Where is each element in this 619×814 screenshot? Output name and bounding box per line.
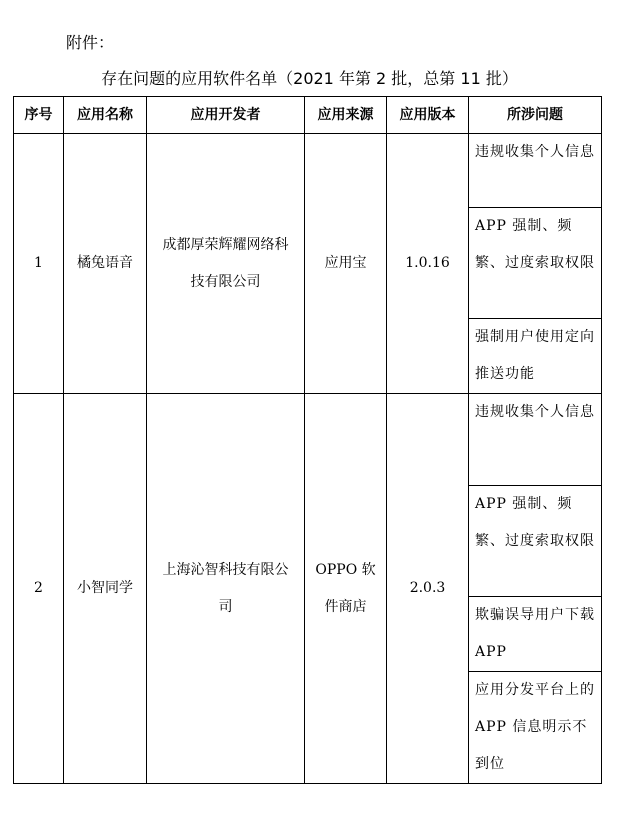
row-developer bbox=[147, 394, 305, 784]
column-header-name: 应用名称 bbox=[64, 97, 147, 134]
attachment-label: 附件： bbox=[66, 33, 115, 52]
row-issue: 欺骗误导用户下载 APP bbox=[469, 597, 602, 672]
column-header-developer: 应用开发者 bbox=[147, 97, 305, 134]
column-header-issues: 所涉问题 bbox=[469, 97, 602, 134]
table-row bbox=[14, 134, 602, 208]
app-list-table bbox=[13, 96, 602, 784]
row-issue: 应用分发平台上的 APP 信息明示不到位 bbox=[469, 672, 602, 784]
row-app-name: 橘兔语音 bbox=[64, 134, 147, 394]
row-version: 2.0.3 bbox=[387, 394, 469, 784]
row-no: 2 bbox=[14, 394, 64, 784]
column-header-no: 序号 bbox=[14, 97, 64, 134]
document-title: 存在问题的应用软件名单（2021 年第 2 批，总第 11 批） bbox=[101, 69, 518, 88]
row-issue: 违规收集个人信息 bbox=[469, 394, 602, 486]
row-issue: 违规收集个人信息 bbox=[469, 134, 602, 208]
column-header-source: 应用来源 bbox=[305, 97, 387, 134]
table-row bbox=[14, 394, 602, 486]
row-developer bbox=[147, 134, 305, 394]
row-source bbox=[305, 394, 387, 784]
row-source: 应用宝 bbox=[305, 134, 387, 394]
row-issue: APP 强制、频繁、过度索取权限 bbox=[469, 208, 602, 319]
row-app-name: 小智同学 bbox=[64, 394, 147, 784]
row-issue: APP 强制、频繁、过度索取权限 bbox=[469, 486, 602, 597]
column-header-version: 应用版本 bbox=[387, 97, 469, 134]
table-header-row bbox=[14, 97, 602, 134]
row-issue: 强制用户使用定向推送功能 bbox=[469, 319, 602, 394]
source-text: OPPO 软件商店 bbox=[315, 561, 376, 615]
row-no: 1 bbox=[14, 134, 64, 394]
developer-text: 成都厚荣辉耀网络科技有限公司 bbox=[162, 236, 289, 290]
row-version: 1.0.16 bbox=[387, 134, 469, 394]
developer-text: 上海沁智科技有限公司 bbox=[162, 561, 289, 615]
